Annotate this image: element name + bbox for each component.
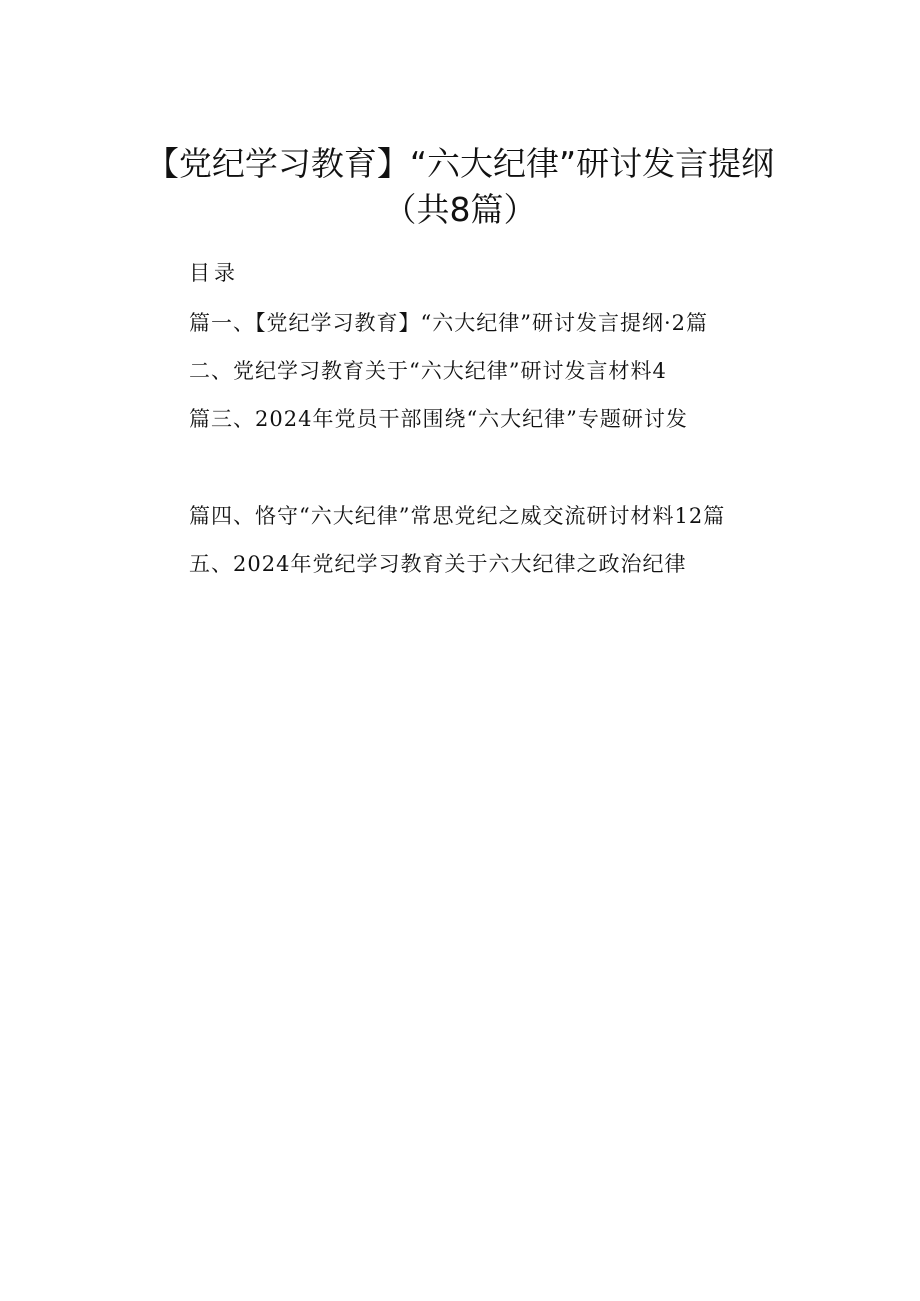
toc-entry-3[interactable]: 篇三、2024年党员干部围绕“六大纪律”专题研讨发 [189, 407, 688, 431]
toc-entry-4[interactable]: 篇四、恪守“六大纪律”常思党纪之威交流研讨材料12篇 [189, 504, 726, 528]
toc-heading: 目录 [189, 261, 239, 285]
document-subtitle: （共8篇） [383, 190, 537, 229]
document-title: 【党纪学习教育】“六大纪律”研讨发言提纲 [145, 144, 775, 183]
toc-entry-2[interactable]: 二、党纪学习教育关于“六大纪律”研讨发言材料4 [189, 359, 667, 383]
toc-entry-5[interactable]: 五、2024年党纪学习教育关于六大纪律之政治纪律 [189, 552, 687, 576]
toc-entry-1[interactable]: 篇一、【党纪学习教育】“六大纪律”研讨发言提纲·2篇 [189, 311, 709, 335]
